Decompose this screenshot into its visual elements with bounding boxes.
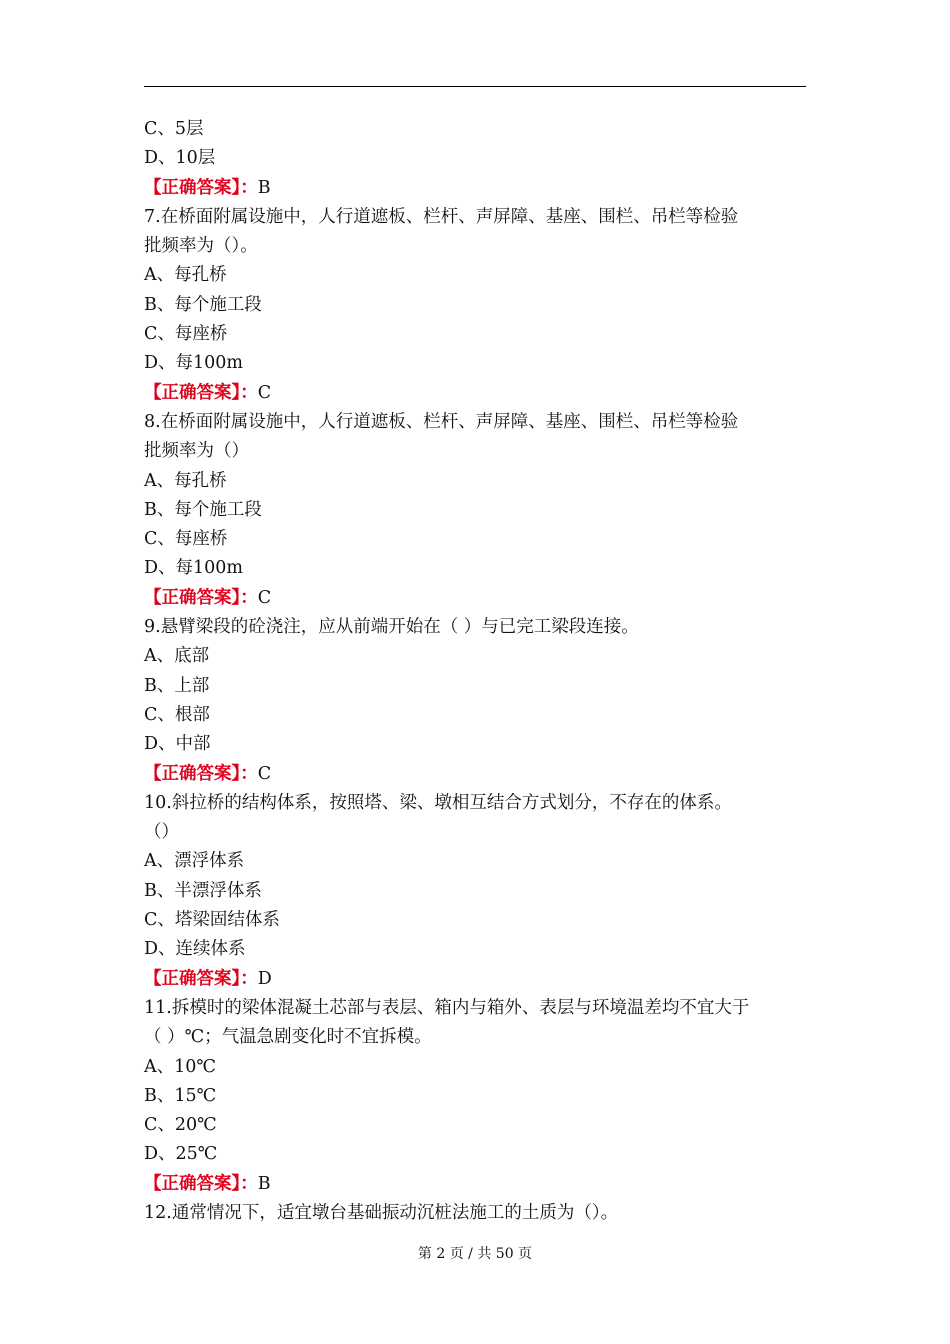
answer-value: B: [257, 1173, 271, 1194]
answer-line: [144, 174, 808, 203]
question-stem: 12.通常情况下，适宜墩台基础振动沉桩法施工的土质为（）。: [144, 1202, 619, 1223]
answer-label: 【正确答案】：: [144, 1173, 258, 1194]
header-rule: [144, 86, 806, 87]
option-line: D、每100m: [144, 558, 244, 579]
option-line: A、每孔桥: [144, 470, 227, 491]
option-line: D、每100m: [144, 353, 244, 374]
answer-label: 【正确答案】：: [144, 763, 258, 784]
option-line: C、根部: [144, 704, 210, 725]
answer-line: [144, 965, 808, 994]
option-line: B、每个施工段: [144, 499, 262, 520]
option-line: C、每座桥: [144, 529, 228, 550]
answer-line: [144, 1170, 808, 1199]
option-line: A、底部: [144, 646, 210, 667]
answer-line: [144, 379, 808, 408]
question-stem: 批频率为（）。: [144, 236, 258, 257]
question-stem: （ ）℃；气温急剧变化时不宜拆模。: [144, 1027, 432, 1048]
option-line: B、半漂浮体系: [144, 880, 262, 901]
option-line: A、漂浮体系: [144, 851, 245, 872]
option-line: B、上部: [144, 675, 210, 696]
question-stem: 批频率为（）: [144, 441, 249, 462]
option-line: B、每个施工段: [144, 294, 262, 315]
option-line: D、25℃: [144, 1144, 218, 1165]
answer-value: C: [257, 382, 272, 403]
question-stem: （）: [144, 822, 179, 843]
option-line: D、中部: [144, 734, 211, 755]
answer-value: D: [257, 968, 272, 989]
option-line: C、塔梁固结体系: [144, 910, 280, 931]
answer-label: 【正确答案】：: [144, 382, 258, 403]
option-line: D、10层: [144, 148, 216, 169]
answer-label: 【正确答案】：: [144, 177, 258, 198]
question-stem: 7.在桥面附属设施中，人行道遮板、栏杆、声屏障、基座、围栏、吊栏等检验: [144, 206, 739, 227]
option-line: A、每孔桥: [144, 265, 227, 286]
question-stem: 11.拆模时的梁体混凝土芯部与表层、箱内与箱外、表层与环境温差均不宜大于: [144, 997, 750, 1018]
answer-value: B: [257, 177, 271, 198]
page-footer: 第 2 页 / 共 50 页: [417, 1246, 533, 1262]
option-line: A、10℃: [144, 1056, 216, 1077]
option-line: C、20℃: [144, 1115, 217, 1136]
answer-value: C: [257, 587, 272, 608]
question-stem: 9.悬臂梁段的砼浇注，应从前端开始在（ ）与已完工梁段连接。: [144, 617, 639, 638]
option-line: D、连续体系: [144, 939, 246, 960]
answer-label: 【正确答案】：: [144, 968, 258, 989]
option-line: C、每座桥: [144, 324, 228, 345]
answer-value: C: [257, 763, 272, 784]
question-stem: 10.斜拉桥的结构体系，按照塔、梁、墩相互结合方式划分，不存在的体系。: [144, 792, 732, 813]
question-stem: 8.在桥面附属设施中，人行道遮板、栏杆、声屏障、基座、围栏、吊栏等检验: [144, 411, 739, 432]
answer-line: [144, 584, 808, 613]
answer-line: [144, 760, 808, 789]
option-line: B、15℃: [144, 1085, 217, 1106]
answer-label: 【正确答案】：: [144, 587, 258, 608]
option-line: C、5层: [144, 119, 204, 139]
page-content: [144, 115, 808, 1228]
